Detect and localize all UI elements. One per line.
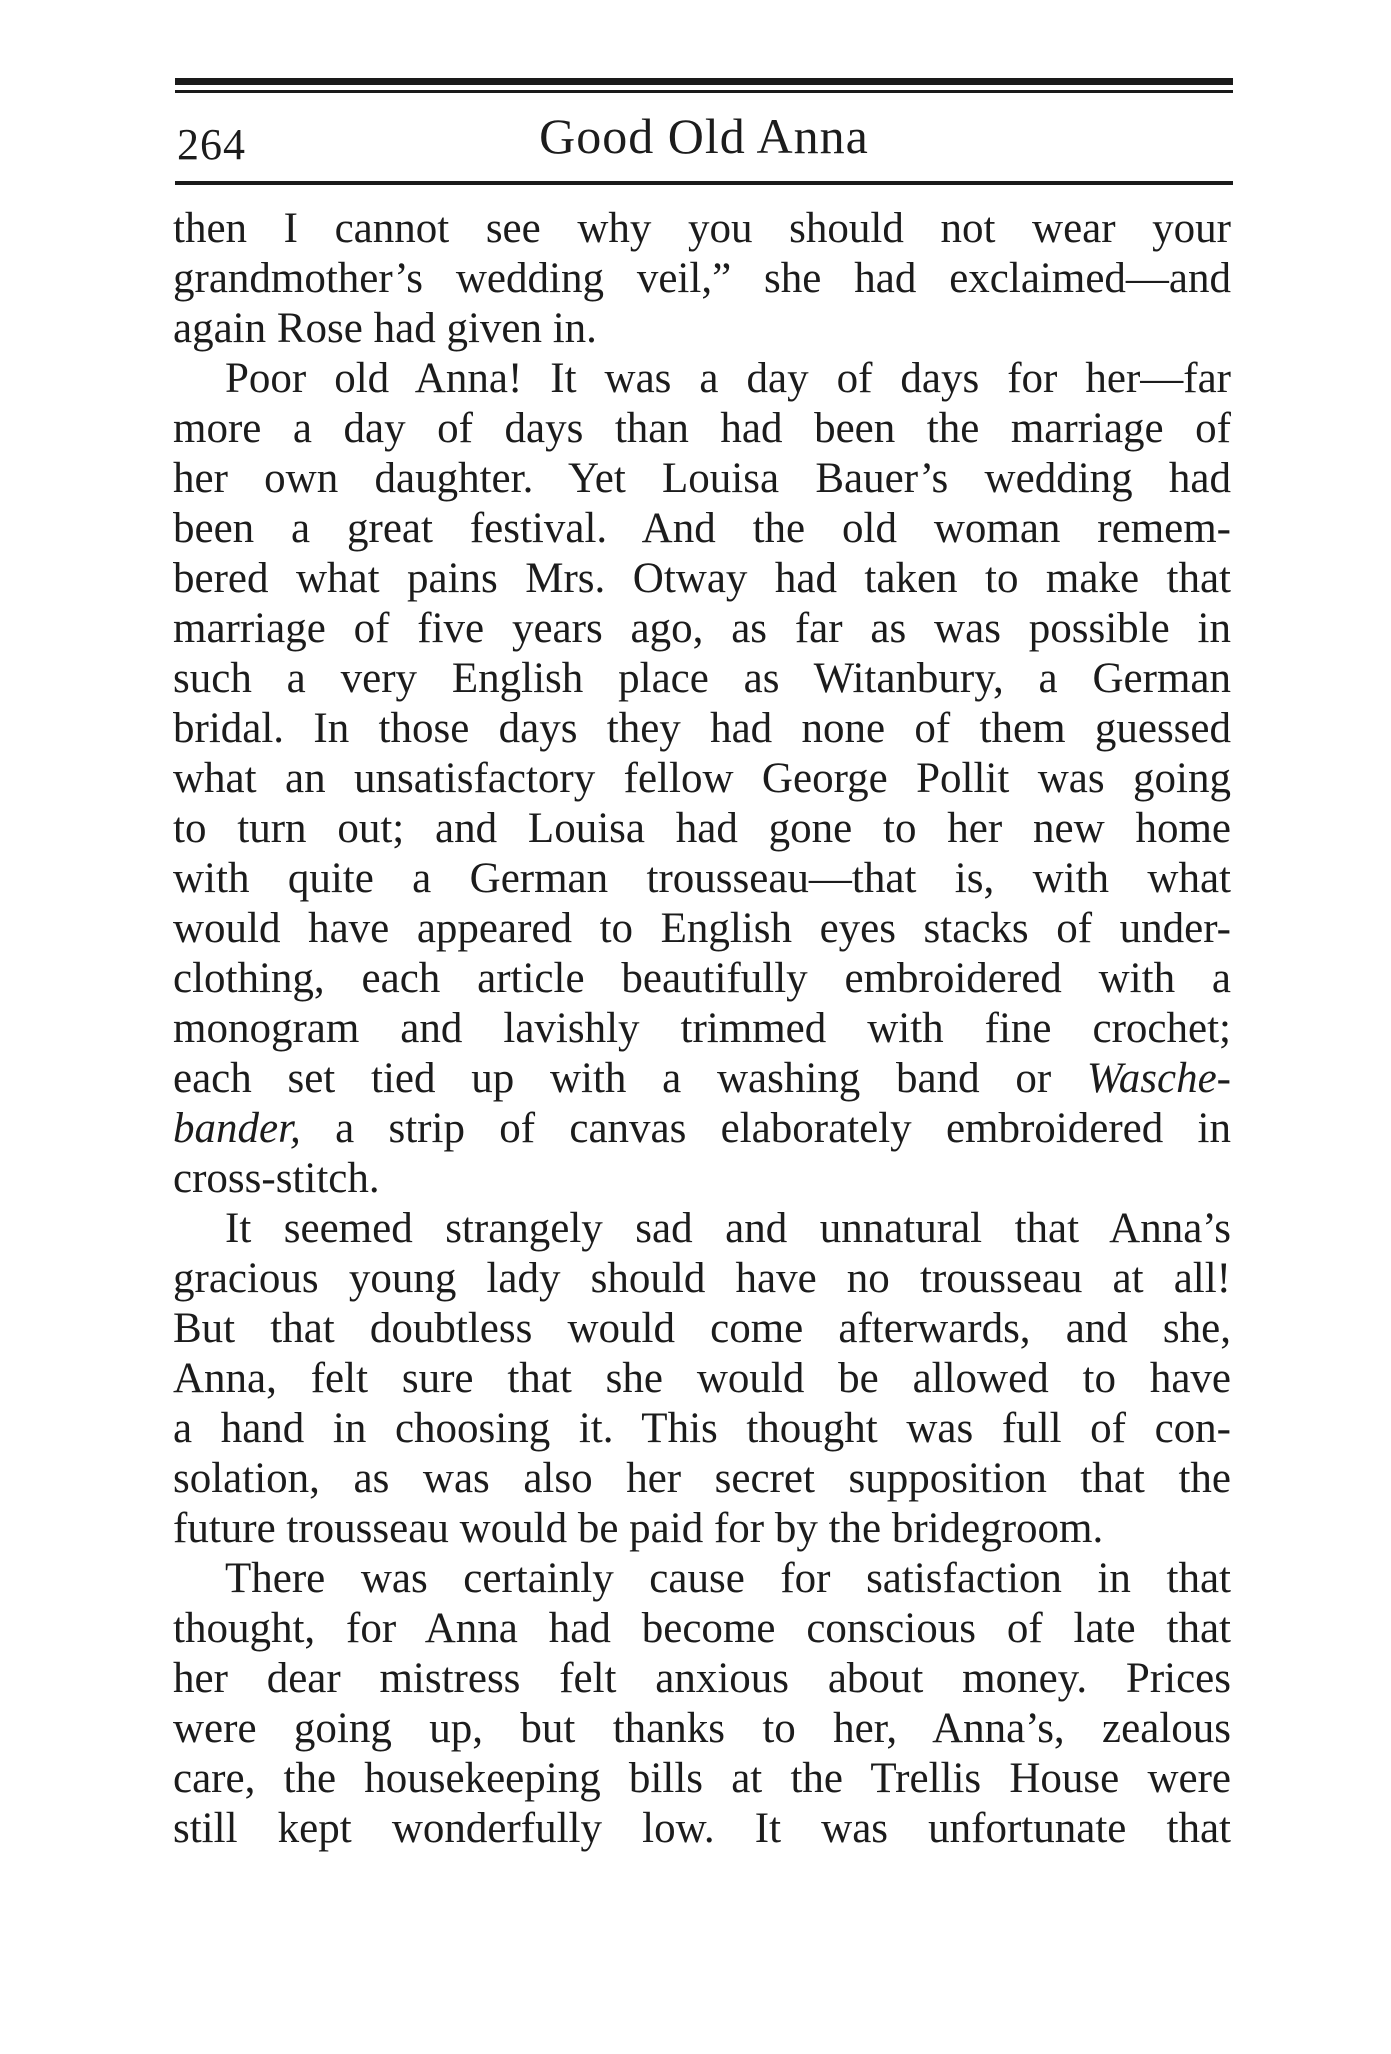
text-line: with quite a German trousseau—that is, with what: [173, 855, 1231, 902]
text-line: But that doubtless would come afterwards, and she,: [173, 1305, 1231, 1352]
top-double-rule-thick: [175, 78, 1233, 85]
text-line: more a day of days than had been the marriage of: [173, 405, 1231, 452]
text-line: then I cannot see why you should not wear your: [173, 205, 1231, 252]
running-header: [175, 104, 1233, 174]
text-line: still kept wonderfully low. It was unfortunate that: [173, 1805, 1231, 1852]
text-segment: each set tied up with a washing band or: [173, 1055, 1087, 1102]
body-text: [173, 204, 1231, 1904]
text-line-with-italic: [173, 1104, 1231, 1154]
italic-word: bander,: [173, 1105, 301, 1152]
text-line: monogram and lavishly trimmed with fine crochet;: [173, 1005, 1231, 1052]
text-line-with-italic: [173, 1054, 1231, 1104]
text-line: grandmother’s wedding veil,” she had exclaimed—and: [173, 255, 1231, 302]
text-line: such a very English place as Witanbury, a German: [173, 655, 1231, 702]
text-line: would have appeared to English eyes stacks of under-: [173, 905, 1231, 952]
text-line: her dear mistress felt anxious about money. Prices: [173, 1655, 1231, 1702]
text-line: future trousseau would be paid for by the bridegroom.: [173, 1505, 1104, 1552]
text-line: were going up, but thanks to her, Anna’s, zealous: [173, 1705, 1231, 1752]
text-line: cross-stitch.: [173, 1155, 380, 1202]
text-line: a hand in choosing it. This thought was full of con-: [173, 1405, 1231, 1452]
text-line: been a great festival. And the old woman remem-: [173, 505, 1231, 552]
top-double-rule-thin: [175, 90, 1233, 93]
text-line: gracious young lady should have no trousseau at all!: [173, 1255, 1231, 1302]
text-line: bered what pains Mrs. Otway had taken to make that: [173, 555, 1231, 602]
paragraph-first-line: There was certainly cause for satisfaction in that: [225, 1555, 1231, 1602]
text-line: clothing, each article beautifully embroidered with a: [173, 955, 1231, 1002]
text-line: solation, as was also her secret supposition that the: [173, 1455, 1231, 1502]
italic-word: Wasche-: [1086, 1055, 1231, 1102]
text-line: marriage of five years ago, as far as was possible in: [173, 605, 1231, 652]
text-line: her own daughter. Yet Louisa Bauer’s wedding had: [173, 455, 1231, 502]
header-underline-rule: [175, 181, 1233, 185]
text-line: again Rose had given in.: [173, 305, 597, 352]
running-title: Good Old Anna: [539, 108, 869, 164]
page-number: 264: [177, 120, 246, 169]
text-line: to turn out; and Louisa had gone to her new home: [173, 805, 1231, 852]
text-line: thought, for Anna had become conscious of late that: [173, 1605, 1231, 1652]
paragraph-first-line: It seemed strangely sad and unnatural that Anna’s: [225, 1205, 1231, 1252]
text-line: care, the housekeeping bills at the Trellis House were: [173, 1755, 1231, 1802]
text-line: bridal. In those days they had none of them guessed: [173, 705, 1231, 752]
paragraph-first-line: Poor old Anna! It was a day of days for her—far: [225, 355, 1231, 402]
text-segment: a strip of canvas elaborately embroidered in: [300, 1105, 1231, 1152]
text-line: what an unsatisfactory fellow George Pollit was going: [173, 755, 1231, 802]
text-line: Anna, felt sure that she would be allowed to have: [173, 1355, 1231, 1402]
